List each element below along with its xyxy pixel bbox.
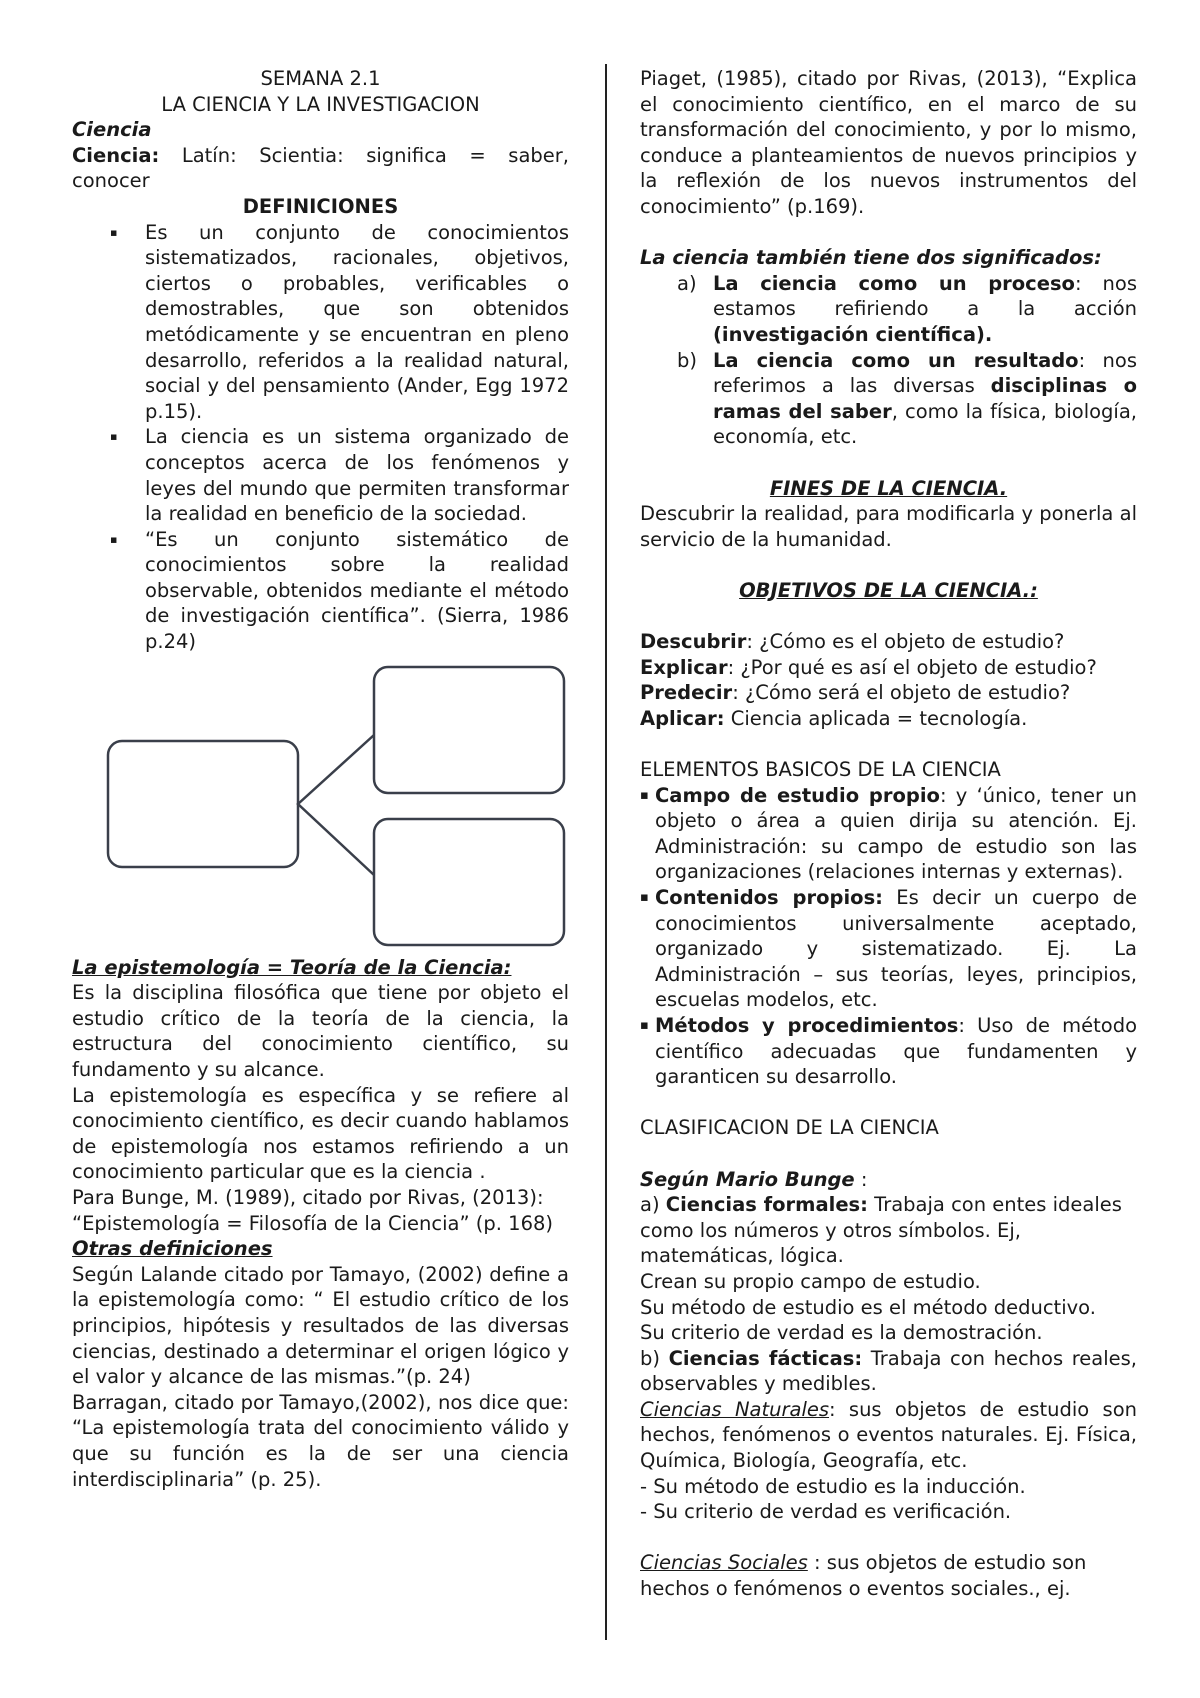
elementos-list [640, 783, 1137, 1090]
sig-b-bold: La ciencia como un resultado [713, 348, 1079, 372]
diagram-box-left [108, 741, 298, 867]
list-marker: b) [677, 348, 697, 372]
spacer [640, 450, 1137, 476]
sociales-label: Ciencias Sociales [640, 1551, 808, 1575]
bunge-classification-heading [640, 1167, 1137, 1193]
ciencia-def-label: Ciencia: [72, 143, 160, 167]
spacer [640, 1141, 1137, 1167]
elemento-label: Métodos y procedimientos [655, 1013, 959, 1037]
formales-line: Su criterio de verdad es la demostración. [640, 1321, 1043, 1345]
week-label: SEMANA 2.1 [260, 67, 381, 90]
diagram-box-top-right [374, 667, 564, 793]
objetivo-label: Predecir [640, 681, 733, 705]
elemento-text: Es decir un cuerpo de conocimientos universalmente aceptado, organizado y sistematizado. Ej. La Administración – sus teorías, leyes, principios, escuelas modelos, etc. [655, 886, 1138, 1012]
list-marker: a) [677, 271, 697, 295]
formales-paragraph [640, 1192, 1137, 1269]
barragan-paragraph: Barragan, citado por Tamayo,(2002), nos dice que: “La epistemología trata del conocimiento válido y que su función es la de ser una ciencia interdisciplinaria” (p. 25). [72, 1390, 569, 1491]
elemento-text: : y ‘único, tener un objeto o área a quien dirija su atención. Ej. Administración: su campo de estudio son las organizaciones (relaciones internas y externas). [655, 783, 1137, 884]
sig-a-text: : nos estamos refiriendo a la acción [713, 271, 1137, 321]
fines-heading: FINES DE LA CIENCIA. [769, 476, 1008, 500]
diagram-box-bottom-right [374, 819, 564, 945]
formales-text: Trabaja con entes ideales como los números y otros símbolos. Ej, matemáticas, lógica. [640, 1193, 1122, 1268]
epistemologia-paragraph-2: La epistemología es específica y se refiere al conocimiento científico, es decir cuando hablamos de epistemología nos estamos refiriendo a un conocimiento particular que es la ciencia . [72, 1083, 569, 1184]
list-item: ▪ Es un conjunto de conocimientos sistematizados, racionales, objetivos, ciertos o probables, verificables o demostrables, que son obtenidos metódicamente y se encuentran en pleno desarrollo, referidos a la realidad natural, social y del pensamiento (Ander, Egg 1972 p.15). [72, 220, 569, 425]
formales-line: Crean su propio campo de estudio. [640, 1269, 981, 1293]
facticas-marker: b) [640, 1346, 669, 1370]
objetivos-heading: OBJETIVOS DE LA CIENCIA.: [739, 578, 1038, 602]
facticas-label: Ciencias fácticas: [668, 1346, 863, 1370]
sociales-paragraph [640, 1550, 1137, 1601]
spacer [640, 552, 1137, 578]
objetivo-text: : ¿Cómo será el objeto de estudio? [732, 681, 1071, 705]
elemento-label: Contenidos propios: [655, 886, 883, 909]
fines-text: Descubrir la realidad, para modificarla y ponerla al servicio de la humanidad. [640, 502, 1137, 551]
clasificacion-heading: CLASIFICACION DE LA CIENCIA [640, 1116, 939, 1140]
objetivo-text: : ¿Cómo es el objeto de estudio? [746, 630, 1065, 654]
definiciones-heading: DEFINICIONES [242, 194, 399, 218]
objetivo-text: : ¿Por qué es así el objeto de estudio? [727, 655, 1097, 679]
right-column [640, 66, 1137, 1602]
bunge-citation: Para Bunge, M. (1989), citado por Rivas, (2013): [72, 1186, 544, 1209]
list-item [640, 885, 1137, 1013]
epistemologia-paragraph-1: Es la disciplina filosófica que tiene por objeto el estudio crítico de la teoría de la ciencia, la estructura del conocimiento científico, su fundamento y su alcance. [72, 981, 569, 1082]
sig-b-bold2: disciplinas o ramas del saber [713, 374, 1138, 423]
bunge-heading: Según Mario Bunge [640, 1167, 855, 1191]
lalande-paragraph: Según Lalande citado por Tamayo, (2002) define a la epistemología como: “ El estudio crítico de los principios, hipótesis y resultados de las diversas ciencias, destinado a determinar el origen lógico y el valor y alcance de las mismas.”(p. 24) [72, 1262, 569, 1389]
naturales-label: Ciencias Naturales [640, 1397, 830, 1421]
list-item: ▪ La ciencia es un sistema organizado de conceptos acerca de los fenómenos y leyes del mundo que permiten transformar la realidad en beneficio de la sociedad. [72, 424, 569, 526]
sig-b-text: : nos referimos a las diversas [713, 348, 1138, 398]
objetivo-label: Descubrir [640, 630, 747, 654]
objetivo-text: Ciencia aplicada = tecnología. [724, 706, 1028, 730]
sig-b-text2: , como la física, biología, economía, etc. [713, 399, 1137, 449]
naturales-paragraph [640, 1397, 1137, 1474]
facticas-text: Trabaja con hechos reales, observables y medibles. [640, 1346, 1137, 1396]
facticas-paragraph [640, 1346, 1137, 1397]
ciencia-heading: Ciencia [72, 118, 152, 142]
elemento-text: : Uso de método científico adecuadas que fundamenten y garanticen su desarrollo. [655, 1013, 1138, 1089]
naturales-text: : sus objetos de estudio son hechos, fenómenos o eventos naturales. Ej. Física, Química, Biología, Geografía, etc. [640, 1397, 1137, 1473]
formales-marker: a) [640, 1193, 666, 1217]
objetivo-item [640, 706, 1137, 732]
left-column [72, 66, 569, 1492]
sig-a-bold: La ciencia como un proceso [713, 271, 1075, 295]
bunge-colon: : [854, 1167, 868, 1191]
naturales-line: - Su criterio de verdad es verificación. [640, 1500, 1012, 1524]
definitions-list [72, 220, 569, 655]
significados-list [640, 271, 1137, 450]
list-item [640, 348, 1137, 450]
sig-a-bold2: (investigación científica). [713, 322, 993, 346]
list-item [640, 1013, 1137, 1090]
ciencia-def-text: Latín: Scientia: significa = saber, conocer [72, 143, 569, 193]
formales-label: Ciencias formales: [665, 1193, 868, 1217]
spacer [640, 220, 1137, 246]
objetivo-item [640, 655, 1137, 681]
diagram-svg [72, 661, 569, 951]
list-item [640, 783, 1137, 885]
page-title: LA CIENCIA Y LA INVESTIGACION [161, 92, 480, 116]
spacer [640, 603, 1137, 629]
column-divider [605, 64, 607, 1640]
piaget-paragraph: Piaget, (1985), citado por Rivas, (2013), “Explica el conocimiento científico, en el marco de su transformación del conocimiento, y por lo mismo, conduce a planteamientos de nuevos principios y la reflexión de los nuevos instrumentos del conocimiento” (p.169). [640, 67, 1137, 218]
epistemologia-heading: La epistemología = Teoría de la Ciencia: [72, 955, 512, 979]
formales-line: Su método de estudio es el método deductivo. [640, 1295, 1096, 1319]
sociales-text: : sus objetos de estudio son hechos o fenómenos o eventos sociales., ej. [640, 1551, 1087, 1601]
blank-branch-diagram [72, 661, 569, 951]
spacer [640, 731, 1137, 757]
elementos-heading: ELEMENTOS BASICOS DE LA CIENCIA [640, 758, 1001, 782]
elemento-label: Campo de estudio propio [655, 783, 940, 807]
objetivo-item [640, 680, 1137, 706]
bunge-quote: “Epistemología = Filosofía de la Ciencia” (p. 168) [72, 1211, 553, 1235]
spacer [640, 1525, 1137, 1551]
objetivo-item [640, 629, 1137, 655]
significados-heading: La ciencia también tiene dos significados: [640, 246, 1102, 270]
naturales-line: - Su método de estudio es la inducción. [640, 1474, 1026, 1498]
spacer [640, 1090, 1137, 1116]
diagram-branch-connector [298, 735, 374, 875]
list-item: ▪ “Es un conjunto sistemático de conocimientos sobre la realidad observable, obtenidos mediante el método de investigación científica”. (Sierra, 1986 p.24) [72, 527, 569, 655]
objetivo-label: Aplicar: [640, 706, 725, 730]
otras-definiciones-heading: Otras definiciones [72, 1237, 273, 1261]
ciencia-definition [72, 143, 569, 194]
objetivo-label: Explicar [640, 655, 728, 679]
list-item [640, 271, 1137, 348]
